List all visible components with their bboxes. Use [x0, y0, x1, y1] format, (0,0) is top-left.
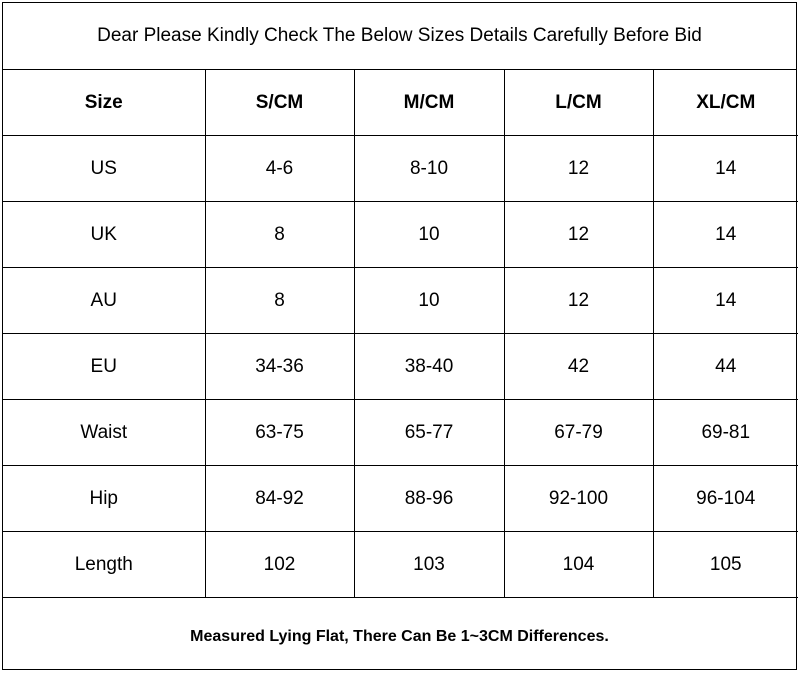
row-label: Length — [3, 532, 205, 598]
table-cell: 105 — [653, 532, 798, 598]
table-cell: 92-100 — [504, 466, 653, 532]
table-cell: 10 — [354, 268, 504, 334]
table-cell: 42 — [504, 334, 653, 400]
row-label: US — [3, 136, 205, 202]
row-label: Waist — [3, 400, 205, 466]
table-cell: 12 — [504, 268, 653, 334]
table-cell: 34-36 — [205, 334, 354, 400]
table-cell: 63-75 — [205, 400, 354, 466]
table-cell: 102 — [205, 532, 354, 598]
column-header: S/CM — [205, 70, 354, 136]
table-cell: 104 — [504, 532, 653, 598]
table-cell: 88-96 — [354, 466, 504, 532]
measurement-note: Measured Lying Flat, There Can Be 1~3CM Differences. — [190, 627, 609, 645]
size-chart — [2, 2, 797, 670]
row-label: EU — [3, 334, 205, 400]
table-cell: 8-10 — [354, 136, 504, 202]
table-header-row — [3, 70, 798, 136]
table-row — [3, 136, 798, 202]
table-row — [3, 532, 798, 598]
column-header: L/CM — [504, 70, 653, 136]
table-cell: 4-6 — [205, 136, 354, 202]
table-row — [3, 334, 798, 400]
table-row — [3, 268, 798, 334]
table-cell: 65-77 — [354, 400, 504, 466]
table-row — [3, 202, 798, 268]
row-label: UK — [3, 202, 205, 268]
table-row — [3, 466, 798, 532]
table-cell: 69-81 — [653, 400, 798, 466]
row-label: AU — [3, 268, 205, 334]
table-cell: 14 — [653, 268, 798, 334]
size-chart-title: Dear Please Kindly Check The Below Sizes Details Carefully Before Bid — [3, 3, 796, 70]
table-cell: 12 — [504, 202, 653, 268]
column-header: XL/CM — [653, 70, 798, 136]
column-header: M/CM — [354, 70, 504, 136]
column-header: Size — [3, 70, 205, 136]
table-cell: 96-104 — [653, 466, 798, 532]
table-cell: 14 — [653, 136, 798, 202]
table-cell: 10 — [354, 202, 504, 268]
table-cell: 8 — [205, 268, 354, 334]
table-cell: 67-79 — [504, 400, 653, 466]
table-cell: 103 — [354, 532, 504, 598]
table-cell: 84-92 — [205, 466, 354, 532]
table-cell: 14 — [653, 202, 798, 268]
table-row — [3, 400, 798, 466]
table-cell: 44 — [653, 334, 798, 400]
table-cell: 38-40 — [354, 334, 504, 400]
table-cell: 12 — [504, 136, 653, 202]
size-table — [3, 70, 798, 598]
table-cell: 8 — [205, 202, 354, 268]
row-label: Hip — [3, 466, 205, 532]
